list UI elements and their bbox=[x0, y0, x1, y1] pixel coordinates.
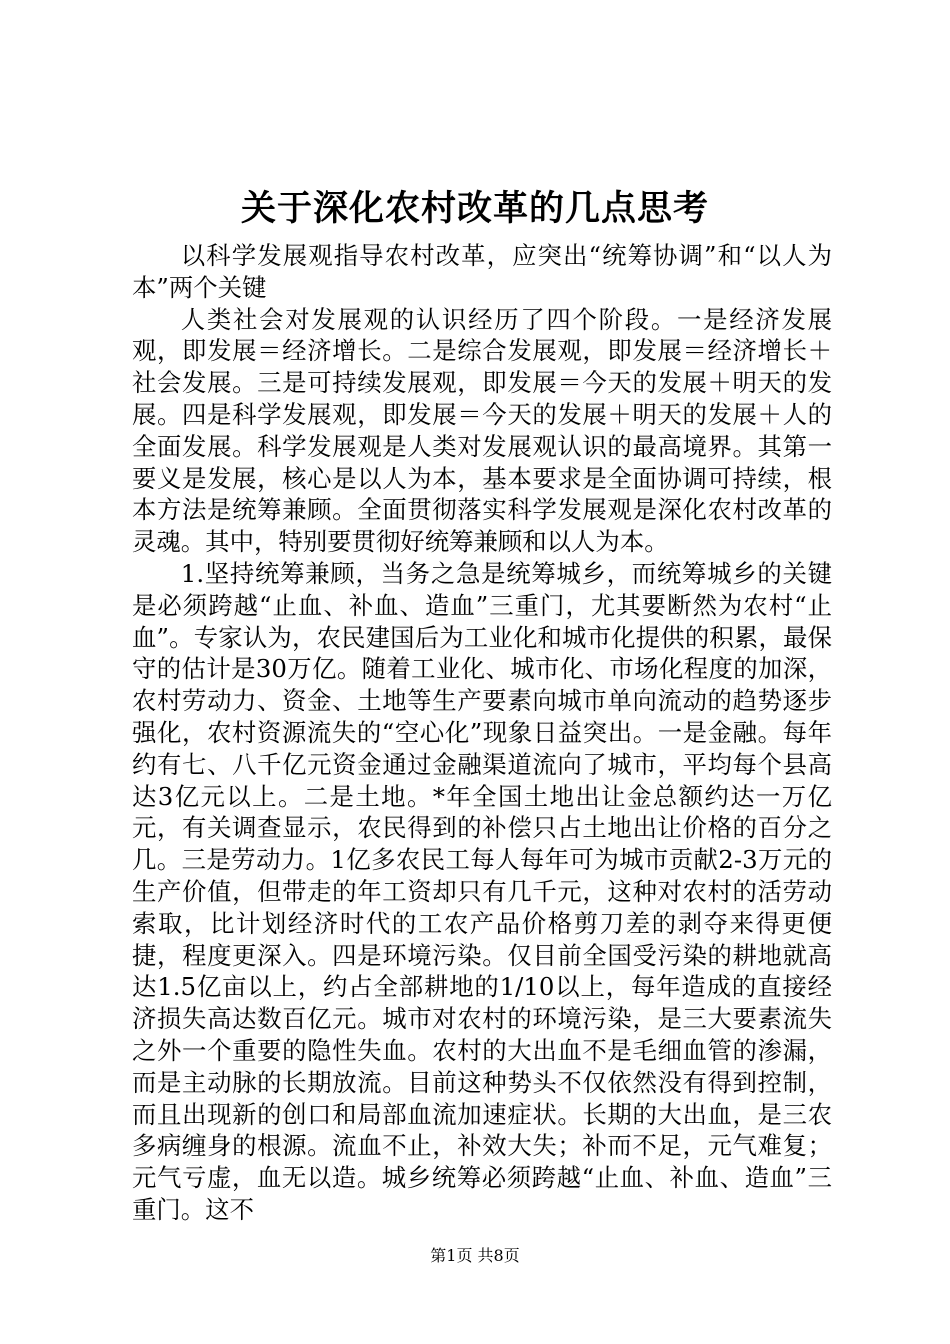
paragraph-subtitle: 以科学发展观指导农村改革，应突出“统筹协调”和“以人为本”两个关键 bbox=[132, 241, 832, 302]
paragraph-urban-rural-coordination: 1.坚持统筹兼顾，当务之急是统筹城乡，而统筹城乡的关键是必须跨越“止血、补血、造血”三重门，尤其要断然为农村“止血”。专家认为，农民建国后为工业化和城市化提供的积累，最保守的估计是30万亿。随着工业化、城市化、市场化程度的加深，农村劳动力、资金、土地等生产要素向城市单向流动的趋势逐步强化，农村资源流失的“空心化”现象日益突出。一是金融。每年约有七、八千亿元资金通过金融渠道流向了城市，平均每个县高达3亿元以上。二是土地。*年全国土地出让金总额约达一万亿元，有关调查显示，农民得到的补偿只占土地出让价格的百分之几。三是劳动力。1亿多农民工每人每年可为城市贡献2-3万元的生产价值，但带走的年工资却只有几千元，这种对农村的活劳动索取，比计划经济时代的工农产品价格剪刀差的剥夺来得更便捷，程度更深入。四是环境污染。仅目前全国受污染的耕地就高达1.5亿亩以上，约占全部耕地的1/10以上，每年造成的直接经济损失高达数百亿元。城市对农村的环境污染，是三大要素流失之外一个重要的隐性失血。农村的大出血不是毛细血管的渗漏，而是主动脉的长期放流。目前这种势头不仅依然没有得到控制，而且出现新的创口和局部血流加速症状。长期的大出血，是三农多病缠身的根源。流血不止，补效大失；补而不足，元气难复；元气亏虚，血无以造。城乡统筹必须跨越“止血、补血、造血”三重门。这不 bbox=[132, 558, 832, 1224]
document-title: 关于深化农村改革的几点思考 bbox=[240, 188, 709, 229]
page-number-footer: 第1页 共8页 bbox=[430, 1246, 520, 1265]
document-body bbox=[132, 240, 832, 1226]
paragraph-development-view: 人类社会对发展观的认识经历了四个阶段。一是经济发展观，即发展＝经济增长。二是综合发展观，即发展＝经济增长＋社会发展。三是可持续发展观，即发展＝今天的发展＋明天的发展。四是科学发展观，即发展＝今天的发展＋明天的发展＋人的全面发展。科学发展观是人类对发展观认识的最高境界。其第一要义是发展，核心是以人为本，基本要求是全面协调可持续，根本方法是统筹兼顾。全面贯彻落实科学发展观是深化农村改革的灵魂。其中，特别要贯彻好统筹兼顾和以人为本。 bbox=[132, 304, 832, 557]
